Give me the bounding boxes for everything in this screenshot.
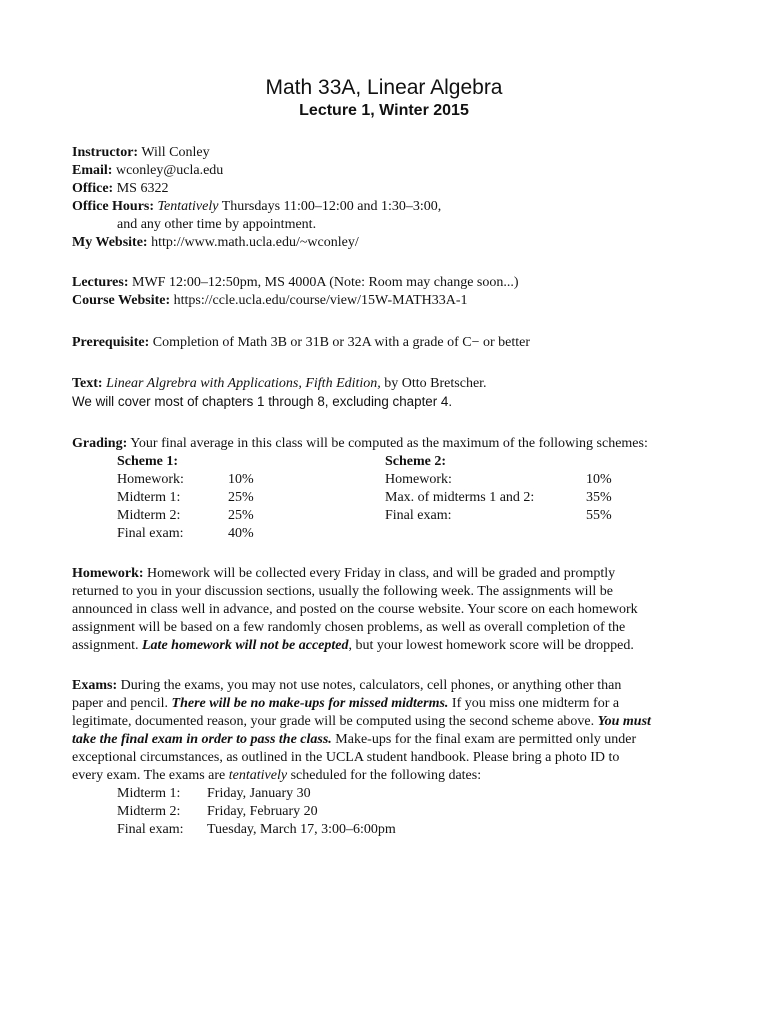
table-row <box>117 489 317 507</box>
grading-label: Grading: <box>72 436 128 451</box>
homework-section <box>72 565 712 655</box>
office-hours-tentative: Tentatively <box>157 199 219 214</box>
homework-text-line: returned to you in your discussion sections, usually the following week. The assignments will be <box>72 584 613 599</box>
prerequisite-label: Prerequisite: <box>72 335 150 350</box>
homework-text-line: Homework will be collected every Friday in class, and will be graded and promptly <box>147 566 616 581</box>
prerequisite-value: Completion of Math 3B or 31B or 32A with a grade of C− or better <box>152 335 531 350</box>
website-link[interactable]: http://www.math.ucla.edu/~wconley/ <box>151 235 359 250</box>
office-label: Office: <box>72 181 114 196</box>
exam-name: Midterm 2: <box>117 804 181 819</box>
scheme-item: Final exam: <box>385 508 452 523</box>
text-label: Text: <box>72 376 103 391</box>
office-hours-value: Thursdays 11:00–12:00 and 1:30–3:00, <box>221 199 442 214</box>
homework-text-line: assignment. <box>72 638 139 653</box>
table-row <box>117 471 317 489</box>
page-subtitle: Lecture 1, Winter 2015 <box>299 102 469 119</box>
office-hours-continuation: and any other time by appointment. <box>117 217 317 232</box>
scheme-item: Midterm 2: <box>117 508 181 523</box>
lectures-label: Lectures: <box>72 275 129 290</box>
scheme-item: Final exam: <box>117 526 184 541</box>
homework-label: Homework: <box>72 566 144 581</box>
scheme-weight: 10% <box>586 472 612 487</box>
scheme-1-heading: Scheme 1: <box>117 454 179 469</box>
grading-intro: Your final average in this class will be computed as the maximum of the following schemes: <box>130 436 648 451</box>
page-title: Math 33A, Linear Algebra <box>265 76 503 99</box>
tentatively-word: tentatively <box>228 768 288 783</box>
exam-date: Tuesday, March 17, 3:00–6:00pm <box>207 822 396 837</box>
homework-text-line: assignment will be based on a few randomly chosen problems, as well as overall completion of the <box>72 620 626 635</box>
exams-text-line: During the exams, you may not use notes, calculators, cell phones, or anything other than <box>120 678 622 693</box>
scheme-item: Homework: <box>117 472 184 487</box>
table-row <box>385 489 625 507</box>
exams-text-line: scheduled for the following dates: <box>290 768 482 783</box>
table-row <box>117 507 317 525</box>
exams-text-line: paper and pencil. <box>72 696 169 711</box>
homework-text-line: , but your lowest homework score will be dropped. <box>348 638 634 653</box>
scheme-item: Max. of midterms 1 and 2: <box>385 490 535 505</box>
textbook-title: Linear Algrebra with Applications, Fifth Edition, <box>106 376 381 391</box>
exams-text-line: legitimate, documented reason, your grade will be computed using the second scheme above. <box>72 714 595 729</box>
office-hours-label: Office Hours: <box>72 199 155 214</box>
scheme-item: Homework: <box>385 472 452 487</box>
scheme-2-heading: Scheme 2: <box>385 454 447 469</box>
course-website-link[interactable]: https://ccle.ucla.edu/course/view/15W-MATH33A-1 <box>173 293 468 308</box>
exam-date: Friday, February 20 <box>207 804 318 819</box>
office-value: MS 6322 <box>116 181 169 196</box>
email-value[interactable]: wconley@ucla.edu <box>115 163 224 178</box>
text-section <box>72 375 712 411</box>
table-row <box>385 471 625 489</box>
scheme-1-table <box>117 453 317 543</box>
instructor-section <box>72 144 712 252</box>
grading-section <box>72 435 712 453</box>
scheme-item: Midterm 1: <box>117 490 181 505</box>
no-makeup-policy: There will be no make-ups for missed midterms. <box>171 696 449 711</box>
scheme-weight: 10% <box>228 472 254 487</box>
scheme-2-table <box>385 453 625 525</box>
exams-text-line: exceptional circumstances, as outlined in the UCLA student handbook. Please bring a photo ID to <box>72 750 620 765</box>
instructor-label: Instructor: <box>72 145 139 160</box>
homework-text-line: announced in class well in advance, and posted on the course website. Your score on each homework <box>72 602 638 617</box>
exams-text-line: If you miss one midterm for a <box>451 696 620 711</box>
scheme-weight: 35% <box>586 490 612 505</box>
exams-text-line: Make-ups for the final exam are permitted only under <box>335 732 637 747</box>
lectures-value: MWF 12:00–12:50pm, MS 4000A (Note: Room may change soon...) <box>132 275 519 290</box>
email-label: Email: <box>72 163 113 178</box>
exam-name: Final exam: <box>117 822 184 837</box>
final-exam-policy: take the final exam in order to pass the class. <box>72 732 332 747</box>
textbook-author: by Otto Bretscher. <box>384 376 487 391</box>
lectures-section <box>72 274 712 310</box>
table-row <box>117 525 317 543</box>
exam-name: Midterm 1: <box>117 786 181 801</box>
instructor-value: Will Conley <box>141 145 210 160</box>
scheme-weight: 25% <box>228 508 254 523</box>
course-website-label: Course Website: <box>72 293 171 308</box>
prerequisite-section <box>72 334 712 352</box>
scheme-weight: 55% <box>586 508 612 523</box>
late-homework-policy: Late homework will not be accepted <box>142 638 349 653</box>
final-exam-policy: You must <box>597 714 651 729</box>
coverage-note: We will cover most of chapters 1 through 8, excluding chapter 4. <box>72 394 453 409</box>
exams-section <box>72 677 712 785</box>
website-label: My Website: <box>72 235 148 250</box>
scheme-weight: 40% <box>228 526 254 541</box>
exam-date: Friday, January 30 <box>207 786 311 801</box>
exams-label: Exams: <box>72 678 118 693</box>
scheme-weight: 25% <box>228 490 254 505</box>
exams-text-line: every exam. The exams are <box>72 768 226 783</box>
table-row <box>385 507 625 525</box>
